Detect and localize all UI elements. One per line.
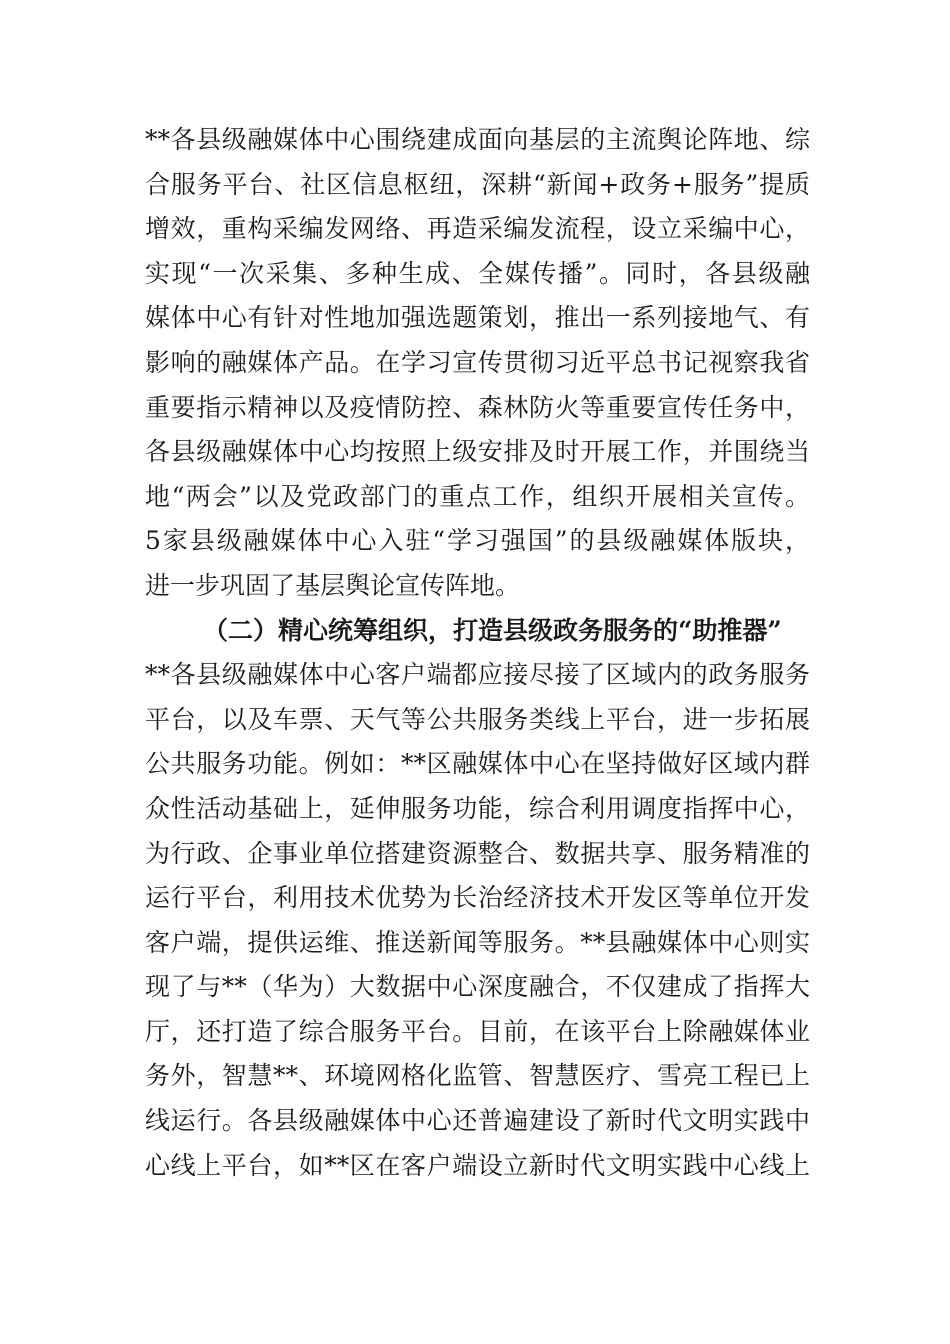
paragraph-line: 众性活动基础上，延伸服务功能，综合利用调度指挥中心， [145,793,810,823]
paragraph-line: 公共服务功能。例如：**区融媒体中心在坚持做好区域内群 [145,749,810,779]
paragraph-line: 媒体中心有针对性地加强选题策划，推出一系列接地气、有 [145,303,810,333]
document-body [145,118,810,1188]
paragraph-line: 心线上平台，如**区在客户端设立新时代文明实践中心线上 [145,1150,810,1180]
paragraph-line: 各县级融媒体中心均按照上级安排及时开展工作，并围绕当 [145,437,810,467]
paragraph-line: 地“两会”以及党政部门的重点工作，组织开展相关宣传。 [145,481,810,511]
paragraph-line: 实现“一次采集、多种生成、全媒传播”。同时，各县级融 [145,258,810,288]
paragraph-line: 为行政、企事业单位搭建资源整合、数据共享、服务精准的 [145,838,810,868]
paragraph-line: 合服务平台、社区信息枢纽，深耕“新闻+政务+服务”提质 [145,169,810,199]
section-heading: （二）精心统筹组织，打造县级政务服务的“助推器” [203,615,782,645]
paragraph-line: 运行平台，利用技术优势为长治经济技术开发区等单位开发 [145,883,810,913]
paragraph-line: 影响的融媒体产品。在学习宣传贯彻习近平总书记视察我省 [145,347,810,377]
paragraph-line: **各县级融媒体中心客户端都应接尽接了区域内的政务服务 [145,660,810,690]
paragraph-line: 厅，还打造了综合服务平台。目前，在该平台上除融媒体业 [145,1016,810,1046]
paragraph-line: **各县级融媒体中心围绕建成面向基层的主流舆论阵地、综 [145,125,810,154]
paragraph-line: 重要指示精神以及疫情防控、森林防火等重要宣传任务中， [145,392,810,422]
paragraph-line: 增效，重构采编发网络、再造采编发流程，设立采编中心， [145,214,810,244]
paragraph-line: 现了与**（华为）大数据中心深度融合，不仅建成了指挥大 [145,972,810,1002]
paragraph-line: 5家县级融媒体中心入驻“学习强国”的县级融媒体版块， [145,526,810,556]
paragraph-line: 线运行。各县级融媒体中心还普遍建设了新时代文明实践中 [145,1106,810,1136]
paragraph-line: 进一步巩固了基层舆论宣传阵地。 [145,570,521,600]
paragraph-line: 客户端，提供运维、推送新闻等服务。**县融媒体中心则实 [145,927,810,957]
paragraph-line: 务外，智慧**、环境网格化监管、智慧医疗、雪亮工程已上 [145,1061,810,1091]
paragraph-line: 平台，以及车票、天气等公共服务类线上平台，进一步拓展 [145,704,810,734]
